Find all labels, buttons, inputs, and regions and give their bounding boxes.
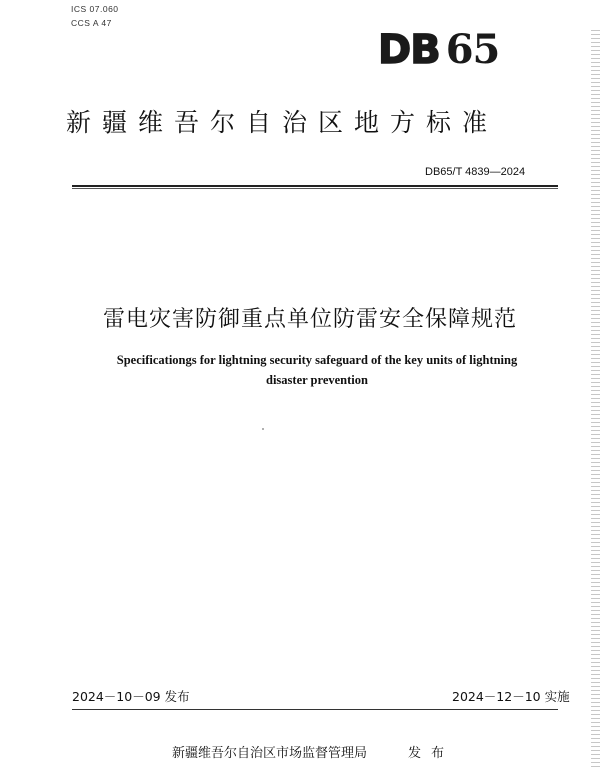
footer-rule	[72, 709, 558, 710]
scan-edge-artifact	[591, 30, 600, 767]
implementation-date: 2024－12－10 实施	[452, 689, 570, 704]
ics-code: ICS 07.060	[71, 4, 119, 14]
db65-logo	[378, 28, 499, 72]
classification-codes	[71, 2, 119, 30]
publisher-name: 新疆维吾尔自治区市场监督管理局	[172, 746, 368, 761]
header-rule	[72, 185, 558, 187]
document-number: DB65/T 4839—2024	[425, 166, 526, 178]
scan-speck	[262, 428, 264, 430]
header-rule-thin	[72, 188, 558, 189]
title-chinese: 雷电灾害防御重点单位防雷安全保障规范	[102, 307, 517, 332]
title-english-line-2: disaster prevention	[266, 373, 368, 387]
publish-label: 发布	[408, 746, 455, 761]
logo-number: 65	[445, 26, 500, 73]
title-english	[80, 350, 554, 390]
ccs-code: CCS A 47	[71, 18, 112, 28]
issuer-title: 新疆维吾尔自治区地方标准	[66, 108, 499, 137]
title-english-line-1: Specificationgs for lightning security safeguard of the key units of lightning	[116, 353, 518, 367]
logo-db: DB	[378, 27, 440, 73]
issue-date: 2024－10－09 发布	[72, 689, 190, 704]
